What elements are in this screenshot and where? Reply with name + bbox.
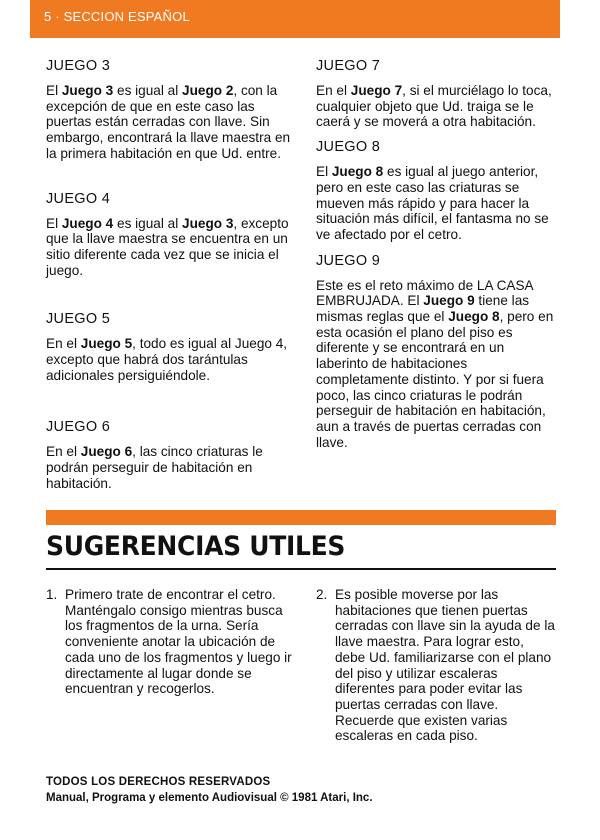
tip-text: Primero trate de encontrar el cetro. Manténgalo consigo mientras busca los fragmentos de la urna. Sería conveniente anotar la ubicación de cada uno de los fragmentos y luego ir directamente al lugar donde se encuentran y recogerlos. bbox=[65, 587, 292, 697]
heading-juego-4: JUEGO 4 bbox=[46, 190, 111, 207]
paragraph-juego-8: El Juego 8 es igual al juego anterior, pero en este caso las criaturas se mueven más rápido y para hacer la situación más difícil, el fantasma no se ve afectado por el cetro. bbox=[316, 164, 549, 242]
section-header-label: 5 · SECCION ESPAÑOL bbox=[44, 9, 190, 24]
right-column bbox=[316, 58, 556, 450]
heading-juego-6: JUEGO 6 bbox=[46, 419, 111, 436]
copyright-line: Manual, Programa y elemento Audiovisual © 1981 Atari, Inc. bbox=[46, 792, 373, 804]
tip-number: 1. bbox=[46, 587, 58, 602]
paragraph-juego-4: El Juego 4 es igual al Juego 3, excepto que la llave maestra se encuentra en un sitio diferente cada vez que se inicia el juego. bbox=[46, 215, 289, 278]
heading-juego-3: JUEGO 3 bbox=[46, 58, 111, 74]
paragraph-juego-5: En el Juego 5, todo es igual al Juego 4, excepto que habrá dos tarántulas adicionales persiguiéndole. bbox=[46, 336, 288, 383]
orange-divider bbox=[46, 510, 556, 525]
tip-text: Es posible moverse por las habitaciones que tienen puertas cerradas con llave sin la ayuda de la llave maestra. Para lograr esto, debe Ud. familiarizarse con el plano del piso y utilizar escaleras diferentes para poder evitar las puertas cerradas con llave. Recuerde que existen varias escaleras en cada piso. bbox=[335, 587, 555, 744]
rights-reserved: TODOS LOS DERECHOS RESERVADOS bbox=[46, 776, 271, 788]
tip-number: 2. bbox=[316, 587, 328, 602]
tips-title: SUGERENCIAS UTILES bbox=[46, 530, 346, 562]
section-juego-4 bbox=[46, 191, 296, 279]
paragraph-juego-6: En el Juego 6, las cinco criaturas le podrán perseguir de habitación en habitación. bbox=[46, 444, 263, 491]
section-juego-9 bbox=[316, 253, 556, 451]
footer bbox=[46, 776, 373, 804]
paragraph-juego-9: Este es el reto máximo de LA CASA EMBRUJADA. El Juego 9 tiene las mismas reglas que el Juego 8, pero en esta ocasión el plano del piso es diferente y se encontrará en un laberinto de habitaciones completamente distinto. Y por si fuera poco, las cinco criaturas le podrán perseguir de habitación en habitación, aun a través de puertas cerradas con llave. bbox=[316, 277, 554, 450]
section-juego-7 bbox=[316, 58, 556, 130]
heading-juego-7: JUEGO 7 bbox=[316, 58, 381, 74]
heading-juego-5: JUEGO 5 bbox=[46, 311, 111, 328]
section-juego-5 bbox=[46, 311, 296, 383]
paragraph-juego-3: El Juego 3 es igual al Juego 2, con la excepción de que en este caso las puertas están cerradas con llave. Sin embargo, encontrará la llave maestra en la primera habitación en que Ud. entre. bbox=[46, 83, 291, 161]
tip-item bbox=[46, 587, 296, 697]
heading-juego-9: JUEGO 9 bbox=[316, 252, 381, 269]
section-header-bar bbox=[30, 0, 560, 38]
heading-juego-8: JUEGO 8 bbox=[316, 139, 381, 156]
paragraph-juego-7: En el Juego 7, si el murciélago lo toca, cualquier objeto que Ud. traiga se le caerá y se moverá a otra habitación. bbox=[316, 83, 552, 130]
section-juego-6 bbox=[46, 419, 296, 491]
section-juego-3 bbox=[46, 58, 296, 162]
section-juego-8 bbox=[316, 139, 556, 243]
tip-item bbox=[316, 587, 556, 744]
title-underline bbox=[46, 568, 556, 570]
left-column bbox=[46, 58, 296, 492]
